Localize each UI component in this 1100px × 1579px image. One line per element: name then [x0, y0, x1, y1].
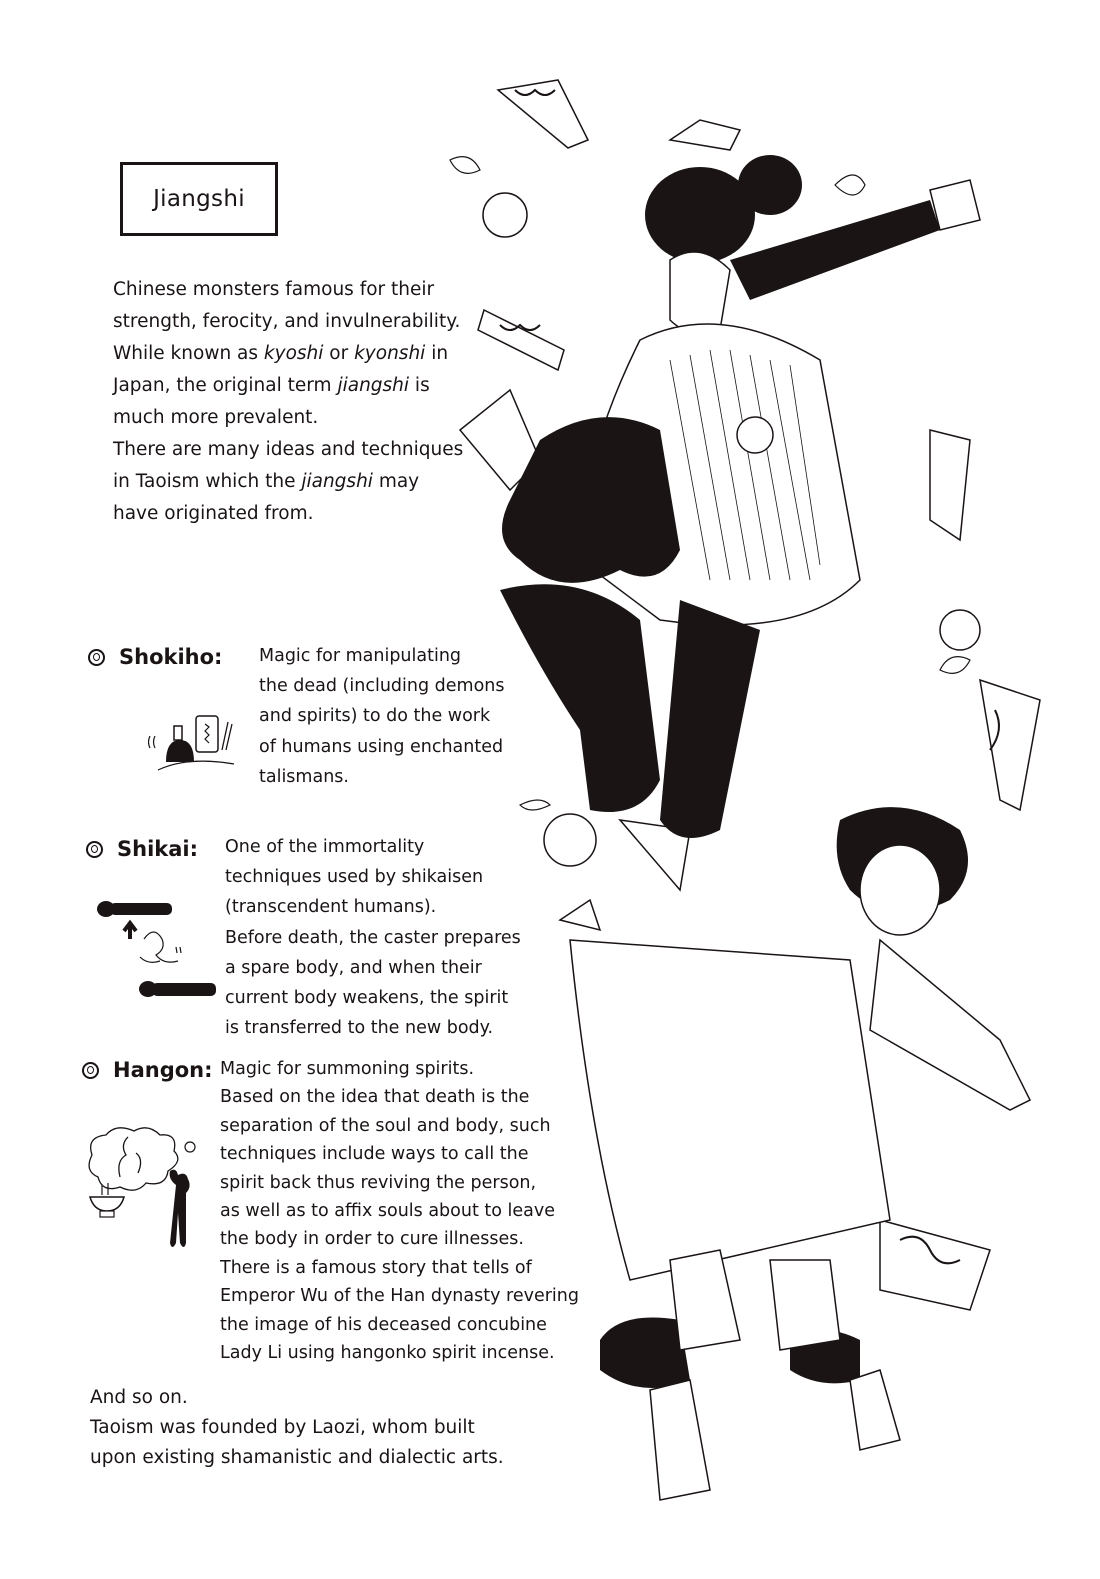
entry-line: (transcendent humans).: [225, 897, 437, 918]
intro-line: While known as kyoshi or kyonshi in: [113, 343, 449, 364]
entry-line: Magic for manipulating: [259, 646, 462, 666]
intro-line: Chinese monsters famous for their: [113, 279, 435, 300]
entry-line: There is a famous story that tells of: [220, 1257, 532, 1278]
entry-line: a spare body, and when their: [225, 957, 482, 978]
intro-line: strength, ferocity, and invulnerability.: [113, 311, 461, 332]
jiangshi-illustration: [440, 60, 1080, 1520]
page-title: Jiangshi: [153, 186, 245, 212]
spirit-transfer-icon: [96, 895, 218, 1007]
entry-line: of humans using enchanted: [259, 736, 504, 757]
entry-line: Lady Li using hangonko spirit incense.: [220, 1343, 555, 1364]
entry-line: and spirits) to do the work: [259, 706, 491, 727]
intro-line: in Taoism which the jiangshi may: [113, 471, 420, 492]
entry-line: current body weakens, the spirit: [225, 988, 509, 1009]
bullet-circle-icon: [82, 1062, 99, 1079]
intro-paragraph: [113, 274, 463, 530]
bullet-circle-icon: [88, 649, 105, 666]
entry-line: talismans.: [259, 766, 349, 787]
entry-heading-shokiho: [88, 645, 222, 669]
outro-line: Taoism was founded by Laozi, whom built: [90, 1417, 475, 1438]
entry-line: the dead (including demons: [259, 676, 505, 697]
grave-talisman-icon: [148, 712, 240, 774]
intro-line: have originated from.: [113, 503, 314, 524]
entry-line: as well as to affix souls about to leave: [220, 1201, 555, 1222]
italic-term: jiangshi: [301, 471, 373, 492]
entry-line: techniques include ways to call the: [220, 1144, 529, 1165]
entry-line: separation of the soul and body, such: [220, 1115, 551, 1136]
entry-line: the image of his deceased concubine: [220, 1314, 547, 1335]
entry-heading-shikai: [86, 837, 198, 861]
italic-term: kyonshi: [354, 343, 426, 364]
entry-term: Shokiho:: [119, 645, 223, 669]
entry-line: the body in order to cure illnesses.: [220, 1229, 524, 1250]
outro-line: upon existing shamanistic and dialectic arts.: [90, 1447, 504, 1468]
entry-line: spirit back thus reviving the person,: [220, 1172, 537, 1193]
incense-spirit-icon: [82, 1125, 202, 1285]
bullet-circle-icon: [86, 841, 103, 858]
entry-term: Hangon:: [113, 1058, 213, 1082]
entry-line: is transferred to the new body.: [225, 1018, 494, 1039]
intro-line: much more prevalent.: [113, 407, 319, 428]
entry-line: One of the immortality: [225, 837, 425, 857]
entry-term: Shikai:: [117, 837, 199, 861]
entry-line: Emperor Wu of the Han dynasty revering: [220, 1286, 579, 1307]
italic-term: jiangshi: [337, 375, 410, 396]
italic-term: kyoshi: [263, 343, 324, 364]
intro-line: There are many ideas and techniques: [113, 439, 464, 460]
outro-line: And so on.: [90, 1387, 188, 1408]
page-title-box: [120, 162, 278, 236]
entry-line: Based on the idea that death is the: [220, 1087, 530, 1108]
entry-line: techniques used by shikaisen: [225, 867, 484, 888]
entry-line: Magic for summoning spirits.: [220, 1059, 475, 1079]
intro-line: Japan, the original term jiangshi is: [113, 375, 430, 396]
entry-heading-hangon: [82, 1058, 213, 1082]
entry-line: Before death, the caster prepares: [225, 927, 521, 948]
